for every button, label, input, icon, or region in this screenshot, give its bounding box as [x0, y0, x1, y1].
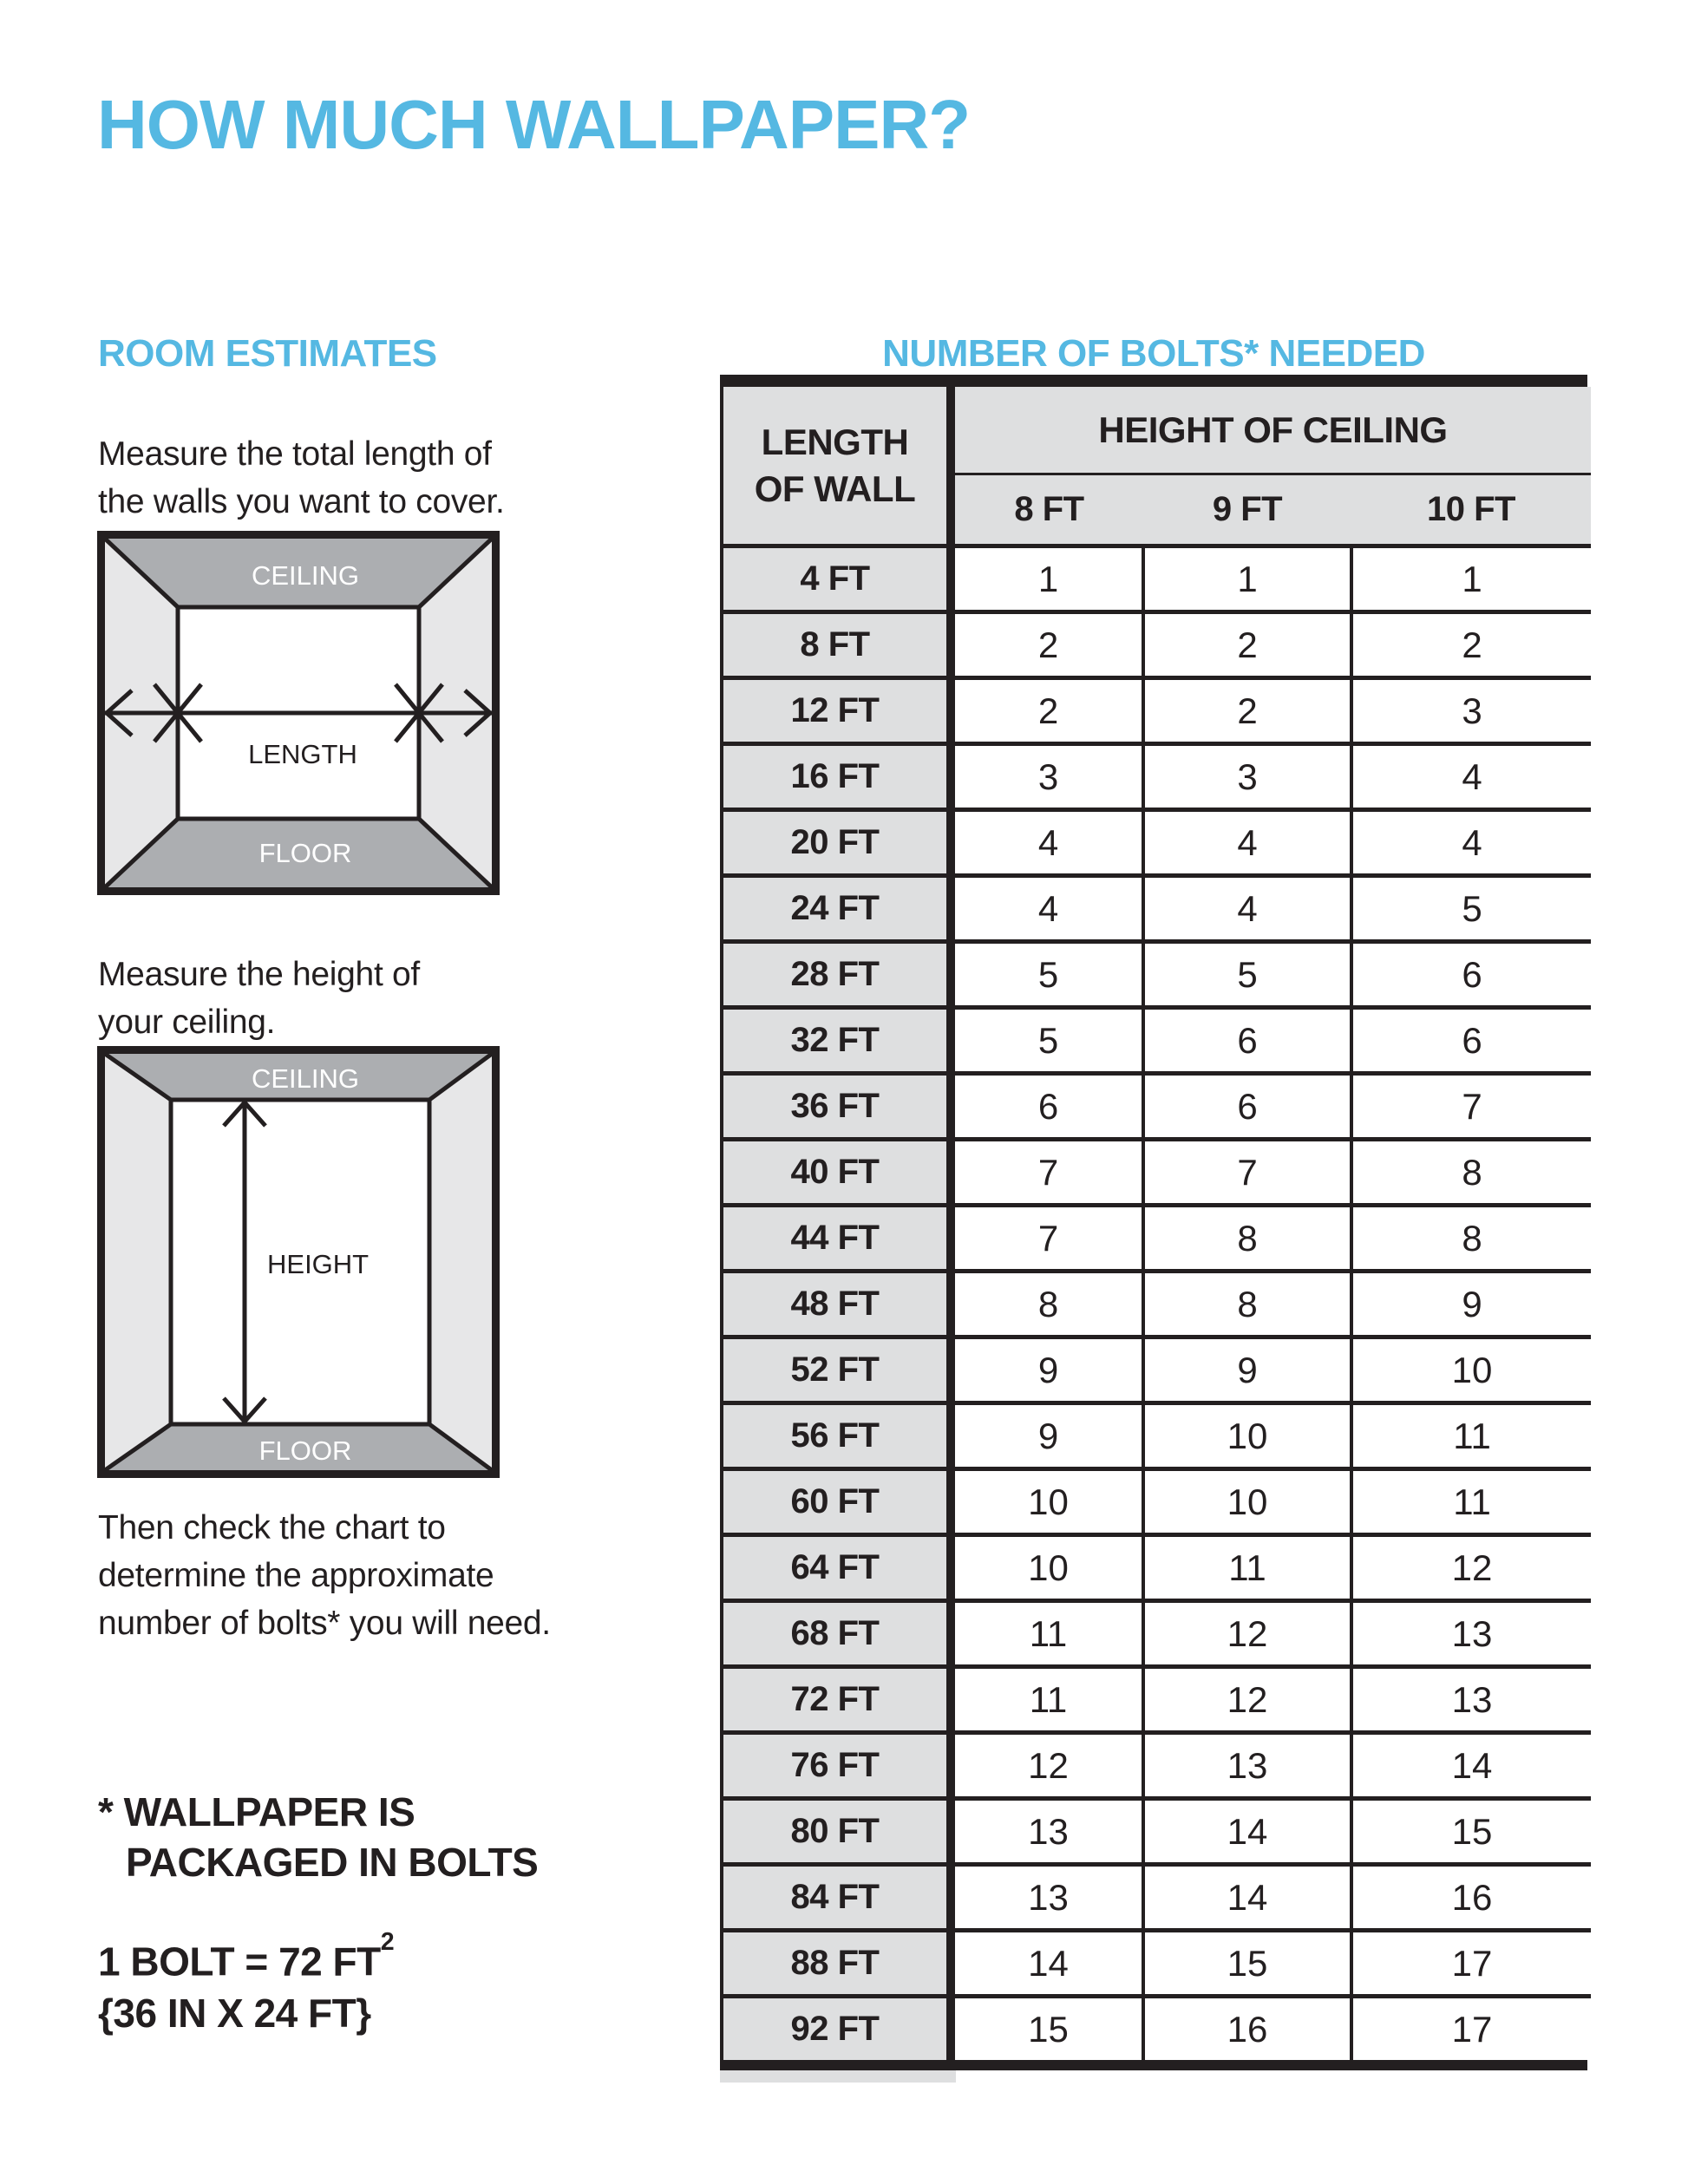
col-header-8ft: 8 FT — [951, 474, 1143, 546]
wall-length-label: 36 FT — [723, 1074, 951, 1140]
height-label: HEIGHT — [267, 1249, 370, 1279]
text-line: number of bolts* you will need. — [98, 1605, 551, 1642]
table-footer-gray-tab — [720, 2070, 956, 2083]
instruction-measure-length — [98, 430, 505, 526]
bolt-count-value: 16 — [1143, 1997, 1351, 2061]
bolt-count-value: 1 — [1143, 546, 1351, 612]
bolt-count-value: 2 — [1351, 612, 1591, 678]
bolt-count-value: 9 — [1351, 1272, 1591, 1337]
table-row — [723, 1074, 1591, 1140]
bolt-count-value: 10 — [951, 1469, 1143, 1535]
length-label: LENGTH — [248, 739, 357, 769]
wall-length-label: 76 FT — [723, 1733, 951, 1799]
bolt-count-value: 5 — [1143, 942, 1351, 1008]
bolt-count-value: 1 — [951, 546, 1143, 612]
wall-length-label: 72 FT — [723, 1667, 951, 1733]
bolt-count-value: 6 — [951, 1074, 1143, 1140]
room-diagram-height — [97, 1046, 500, 1478]
bolt-count-value: 9 — [951, 1403, 1143, 1469]
wallpaper-bolts-footnote — [98, 1787, 538, 1887]
bolt-count-value: 8 — [1143, 1272, 1351, 1337]
corner-header-line: LENGTH — [761, 421, 909, 462]
corner-header-length-of-wall — [723, 387, 951, 546]
instruction-check-chart — [98, 1504, 551, 1647]
bolt-count-value: 11 — [1143, 1535, 1351, 1601]
table-row — [723, 1997, 1591, 2061]
bolt-count-value: 3 — [1143, 744, 1351, 810]
table-row — [723, 810, 1591, 876]
bolt-count-value: 14 — [1143, 1865, 1351, 1931]
table-row — [723, 876, 1591, 942]
col-header-9ft: 9 FT — [1143, 474, 1351, 546]
bolt-count-value: 7 — [1351, 1074, 1591, 1140]
wall-length-label: 52 FT — [723, 1337, 951, 1403]
table-row — [723, 744, 1591, 810]
left-wall — [105, 1054, 171, 1470]
room-estimates-heading: ROOM ESTIMATES — [98, 332, 437, 375]
bolt-count-value: 3 — [951, 744, 1143, 810]
table-row — [723, 1667, 1591, 1733]
wall-length-label: 88 FT — [723, 1931, 951, 1997]
bolt-count-value: 2 — [1143, 612, 1351, 678]
bolt-count-value: 5 — [951, 942, 1143, 1008]
bolt-count-value: 14 — [951, 1931, 1143, 1997]
wall-length-label: 24 FT — [723, 876, 951, 942]
table-row — [723, 1733, 1591, 1799]
bolt-count-value: 11 — [1351, 1403, 1591, 1469]
bolt-count-value: 4 — [951, 876, 1143, 942]
wall-length-label: 12 FT — [723, 678, 951, 744]
bolt-count-value: 11 — [951, 1667, 1143, 1733]
table-row — [723, 1799, 1591, 1865]
bolt-count-value: 7 — [1143, 1140, 1351, 1206]
table-row — [723, 942, 1591, 1008]
table-row — [723, 1469, 1591, 1535]
bolt-count-value: 17 — [1351, 1997, 1591, 2061]
wall-length-label: 56 FT — [723, 1403, 951, 1469]
footnote-line: * WALLPAPER IS — [98, 1789, 415, 1834]
group-header-height-of-ceiling: HEIGHT OF CEILING — [951, 387, 1591, 474]
table-body — [723, 546, 1591, 2061]
table-row — [723, 612, 1591, 678]
bolt-count-value: 2 — [951, 678, 1143, 744]
bolt-equation — [98, 1927, 394, 1987]
right-wall — [429, 1054, 492, 1470]
bolt-count-value: 14 — [1351, 1733, 1591, 1799]
text-line: Then check the chart to — [98, 1509, 446, 1546]
ceiling-label: CEILING — [251, 1063, 360, 1094]
bolt-count-value: 17 — [1351, 1931, 1591, 1997]
bolt-count-value: 6 — [1143, 1008, 1351, 1074]
wall-length-label: 28 FT — [723, 942, 951, 1008]
col-header-10ft: 10 FT — [1351, 474, 1591, 546]
wall-length-label: 32 FT — [723, 1008, 951, 1074]
bolt-count-value: 15 — [1143, 1931, 1351, 1997]
bolt-count-value: 13 — [1143, 1733, 1351, 1799]
text-line: determine the approximate — [98, 1557, 494, 1594]
bolts-needed-table — [720, 375, 1587, 2070]
text-line: Measure the height of — [98, 956, 420, 993]
bolt-count-value: 8 — [1351, 1140, 1591, 1206]
bolt-count-value: 3 — [1351, 678, 1591, 744]
floor-label: FLOOR — [258, 838, 352, 868]
table-row — [723, 1337, 1591, 1403]
wall-length-label: 60 FT — [723, 1469, 951, 1535]
wall-length-label: 44 FT — [723, 1206, 951, 1272]
bolt-count-value: 10 — [1143, 1469, 1351, 1535]
bolt-count-value: 4 — [951, 810, 1143, 876]
room-diagram-length — [97, 531, 500, 895]
wall-length-label: 92 FT — [723, 1997, 951, 2061]
bolt-count-value: 13 — [1351, 1601, 1591, 1667]
bolt-count-value: 6 — [1351, 1008, 1591, 1074]
bolt-dimensions: {36 IN X 24 FT} — [98, 1991, 371, 2037]
table-row — [723, 1931, 1591, 1997]
table-row — [723, 1008, 1591, 1074]
bolt-count-value: 2 — [1143, 678, 1351, 744]
wall-length-label: 68 FT — [723, 1601, 951, 1667]
table-row — [723, 546, 1591, 612]
bolt-count-value: 13 — [951, 1865, 1143, 1931]
bolt-count-value: 16 — [1351, 1865, 1591, 1931]
page-title: HOW MUCH WALLPAPER? — [97, 86, 971, 163]
bolt-count-value: 4 — [1351, 744, 1591, 810]
bolt-count-value: 12 — [1143, 1667, 1351, 1733]
bolt-count-value: 2 — [951, 612, 1143, 678]
bolt-count-value: 14 — [1143, 1799, 1351, 1865]
bolt-count-value: 7 — [951, 1206, 1143, 1272]
bolt-count-value: 5 — [1351, 876, 1591, 942]
bolt-count-value: 4 — [1143, 876, 1351, 942]
table-row — [723, 1865, 1591, 1931]
bolt-count-value: 4 — [1143, 810, 1351, 876]
table-row — [723, 1403, 1591, 1469]
bolt-count-value: 10 — [1351, 1337, 1591, 1403]
wall-length-label: 48 FT — [723, 1272, 951, 1337]
bolt-count-value: 12 — [1351, 1535, 1591, 1601]
table-row — [723, 1206, 1591, 1272]
wall-length-label: 16 FT — [723, 744, 951, 810]
bolt-count-value: 8 — [1351, 1206, 1591, 1272]
bolt-count-value: 8 — [951, 1272, 1143, 1337]
bolt-count-value: 12 — [1143, 1601, 1351, 1667]
floor-label: FLOOR — [258, 1435, 352, 1466]
bolt-equation-text: 1 BOLT = 72 FT — [98, 1939, 381, 1985]
table-row — [723, 1535, 1591, 1601]
bolt-size-info — [98, 1927, 394, 2039]
table-row — [723, 1601, 1591, 1667]
bolt-count-value: 15 — [951, 1997, 1143, 2061]
bolts-needed-heading: NUMBER OF BOLTS* NEEDED — [882, 332, 1425, 375]
text-line: the walls you want to cover. — [98, 483, 505, 520]
table-row — [723, 678, 1591, 744]
bolt-count-value: 4 — [1351, 810, 1591, 876]
wall-length-label: 8 FT — [723, 612, 951, 678]
bolt-count-value: 11 — [951, 1601, 1143, 1667]
bolt-count-value: 9 — [1143, 1337, 1351, 1403]
bolt-count-value: 13 — [951, 1799, 1143, 1865]
bolt-count-value: 8 — [1143, 1206, 1351, 1272]
bolt-count-value: 12 — [951, 1733, 1143, 1799]
wall-length-label: 40 FT — [723, 1140, 951, 1206]
bolt-count-value: 6 — [1351, 942, 1591, 1008]
text-line: Measure the total length of — [98, 435, 492, 473]
footnote-line: PACKAGED IN BOLTS — [126, 1840, 539, 1885]
bolts-table — [723, 387, 1591, 2060]
wall-length-label: 4 FT — [723, 546, 951, 612]
bolt-count-value: 11 — [1351, 1469, 1591, 1535]
bolt-count-value: 10 — [951, 1535, 1143, 1601]
bolt-count-value: 9 — [951, 1337, 1143, 1403]
bolt-count-value: 5 — [951, 1008, 1143, 1074]
bolt-count-value: 1 — [1351, 546, 1591, 612]
wall-length-label: 80 FT — [723, 1799, 951, 1865]
bolt-count-value: 13 — [1351, 1667, 1591, 1733]
ceiling-label: CEILING — [251, 560, 360, 591]
bolt-count-value: 6 — [1143, 1074, 1351, 1140]
header-row-group — [723, 387, 1591, 474]
table-row — [723, 1272, 1591, 1337]
corner-header-line: OF WALL — [754, 468, 916, 509]
wall-length-label: 84 FT — [723, 1865, 951, 1931]
bolt-equation-superscript: 2 — [380, 1928, 395, 1957]
bolt-count-value: 10 — [1143, 1403, 1351, 1469]
bolt-count-value: 7 — [951, 1140, 1143, 1206]
instruction-measure-height — [98, 951, 420, 1046]
bolt-count-value: 15 — [1351, 1799, 1591, 1865]
table-row — [723, 1140, 1591, 1206]
text-line: your ceiling. — [98, 1004, 276, 1041]
wall-length-label: 20 FT — [723, 810, 951, 876]
wall-length-label: 64 FT — [723, 1535, 951, 1601]
